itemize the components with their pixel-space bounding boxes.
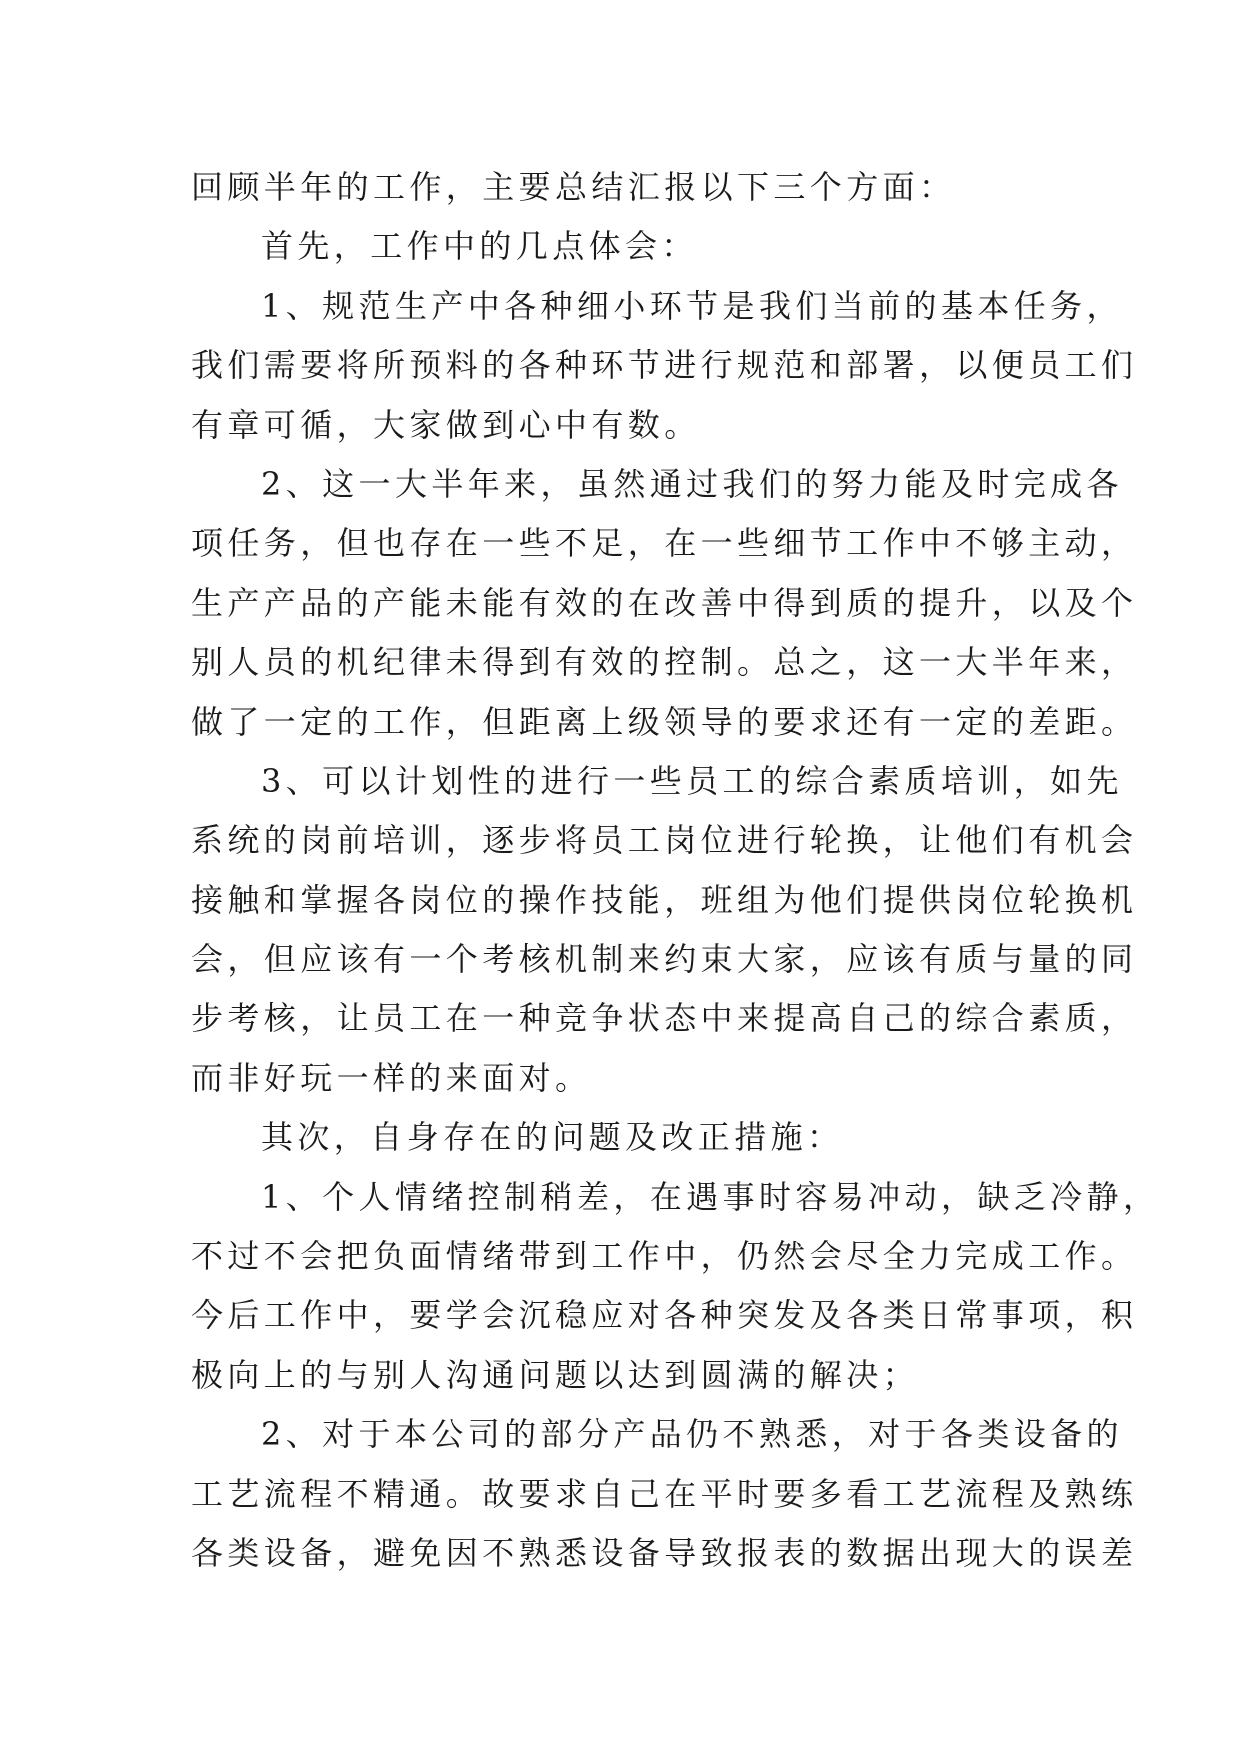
text-line: 而非好玩一样的来面对。 xyxy=(191,1058,592,1097)
text-line: 其次，自身存在的问题及改正措施： xyxy=(261,1118,844,1157)
text-line: 接触和掌握各岗位的操作技能，班组为他们提供岗位轮换机 xyxy=(191,880,1138,919)
text-line: 3、可以计划性的进行一些员工的综合素质培训，如先 xyxy=(261,761,1123,800)
text-line: 生产产品的产能未能有效的在改善中得到质的提升，以及个 xyxy=(191,583,1138,622)
text-line: 我们需要将所预料的各种环节进行规范和部署，以便员工们 xyxy=(191,346,1138,385)
text-line: 系统的岗前培训，逐步将员工岗位进行轮换，让他们有机会 xyxy=(191,821,1138,860)
text-line: 工艺流程不精通。故要求自己在平时要多看工艺流程及熟练 xyxy=(191,1474,1138,1513)
text-line: 别人员的机纪律未得到有效的控制。总之，这一大半年来， xyxy=(191,643,1138,682)
text-line: 首先，工作中的几点体会： xyxy=(261,227,698,266)
text-line: 1、个人情绪控制稍差，在遇事时容易冲动，缺乏冷静， xyxy=(261,1177,1160,1216)
text-line: 极向上的与别人沟通问题以达到圆满的解决； xyxy=(191,1355,920,1394)
text-line: 做了一定的工作，但距离上级领导的要求还有一定的差距。 xyxy=(191,702,1138,741)
text-line: 步考核，让员工在一种竞争状态中来提高自己的综合素质， xyxy=(191,999,1138,1038)
text-line: 2、对于本公司的部分产品仍不熟悉，对于各类设备的 xyxy=(261,1415,1123,1454)
text-line: 有章可循，大家做到心中有数。 xyxy=(191,405,701,444)
text-line: 各类设备，避免因不熟悉设备导致报表的数据出现大的误差 xyxy=(191,1533,1138,1572)
text-line: 回顾半年的工作，主要总结汇报以下三个方面： xyxy=(191,168,956,206)
text-line: 项任务，但也存在一些不足，在一些细节工作中不够主动， xyxy=(191,524,1138,563)
text-line: 不过不会把负面情绪带到工作中，仍然会尽全力完成工作。 xyxy=(191,1237,1138,1276)
text-line: 会，但应该有一个考核机制来约束大家，应该有质与量的同 xyxy=(191,940,1138,979)
text-line: 2、这一大半年来，虽然通过我们的努力能及时完成各 xyxy=(261,464,1123,503)
text-line: 今后工作中，要学会沉稳应对各种突发及各类日常事项，积 xyxy=(191,1296,1138,1335)
text-line: 1、规范生产中各种细小环节是我们当前的基本任务， xyxy=(261,286,1123,325)
document-body xyxy=(191,158,1160,1583)
